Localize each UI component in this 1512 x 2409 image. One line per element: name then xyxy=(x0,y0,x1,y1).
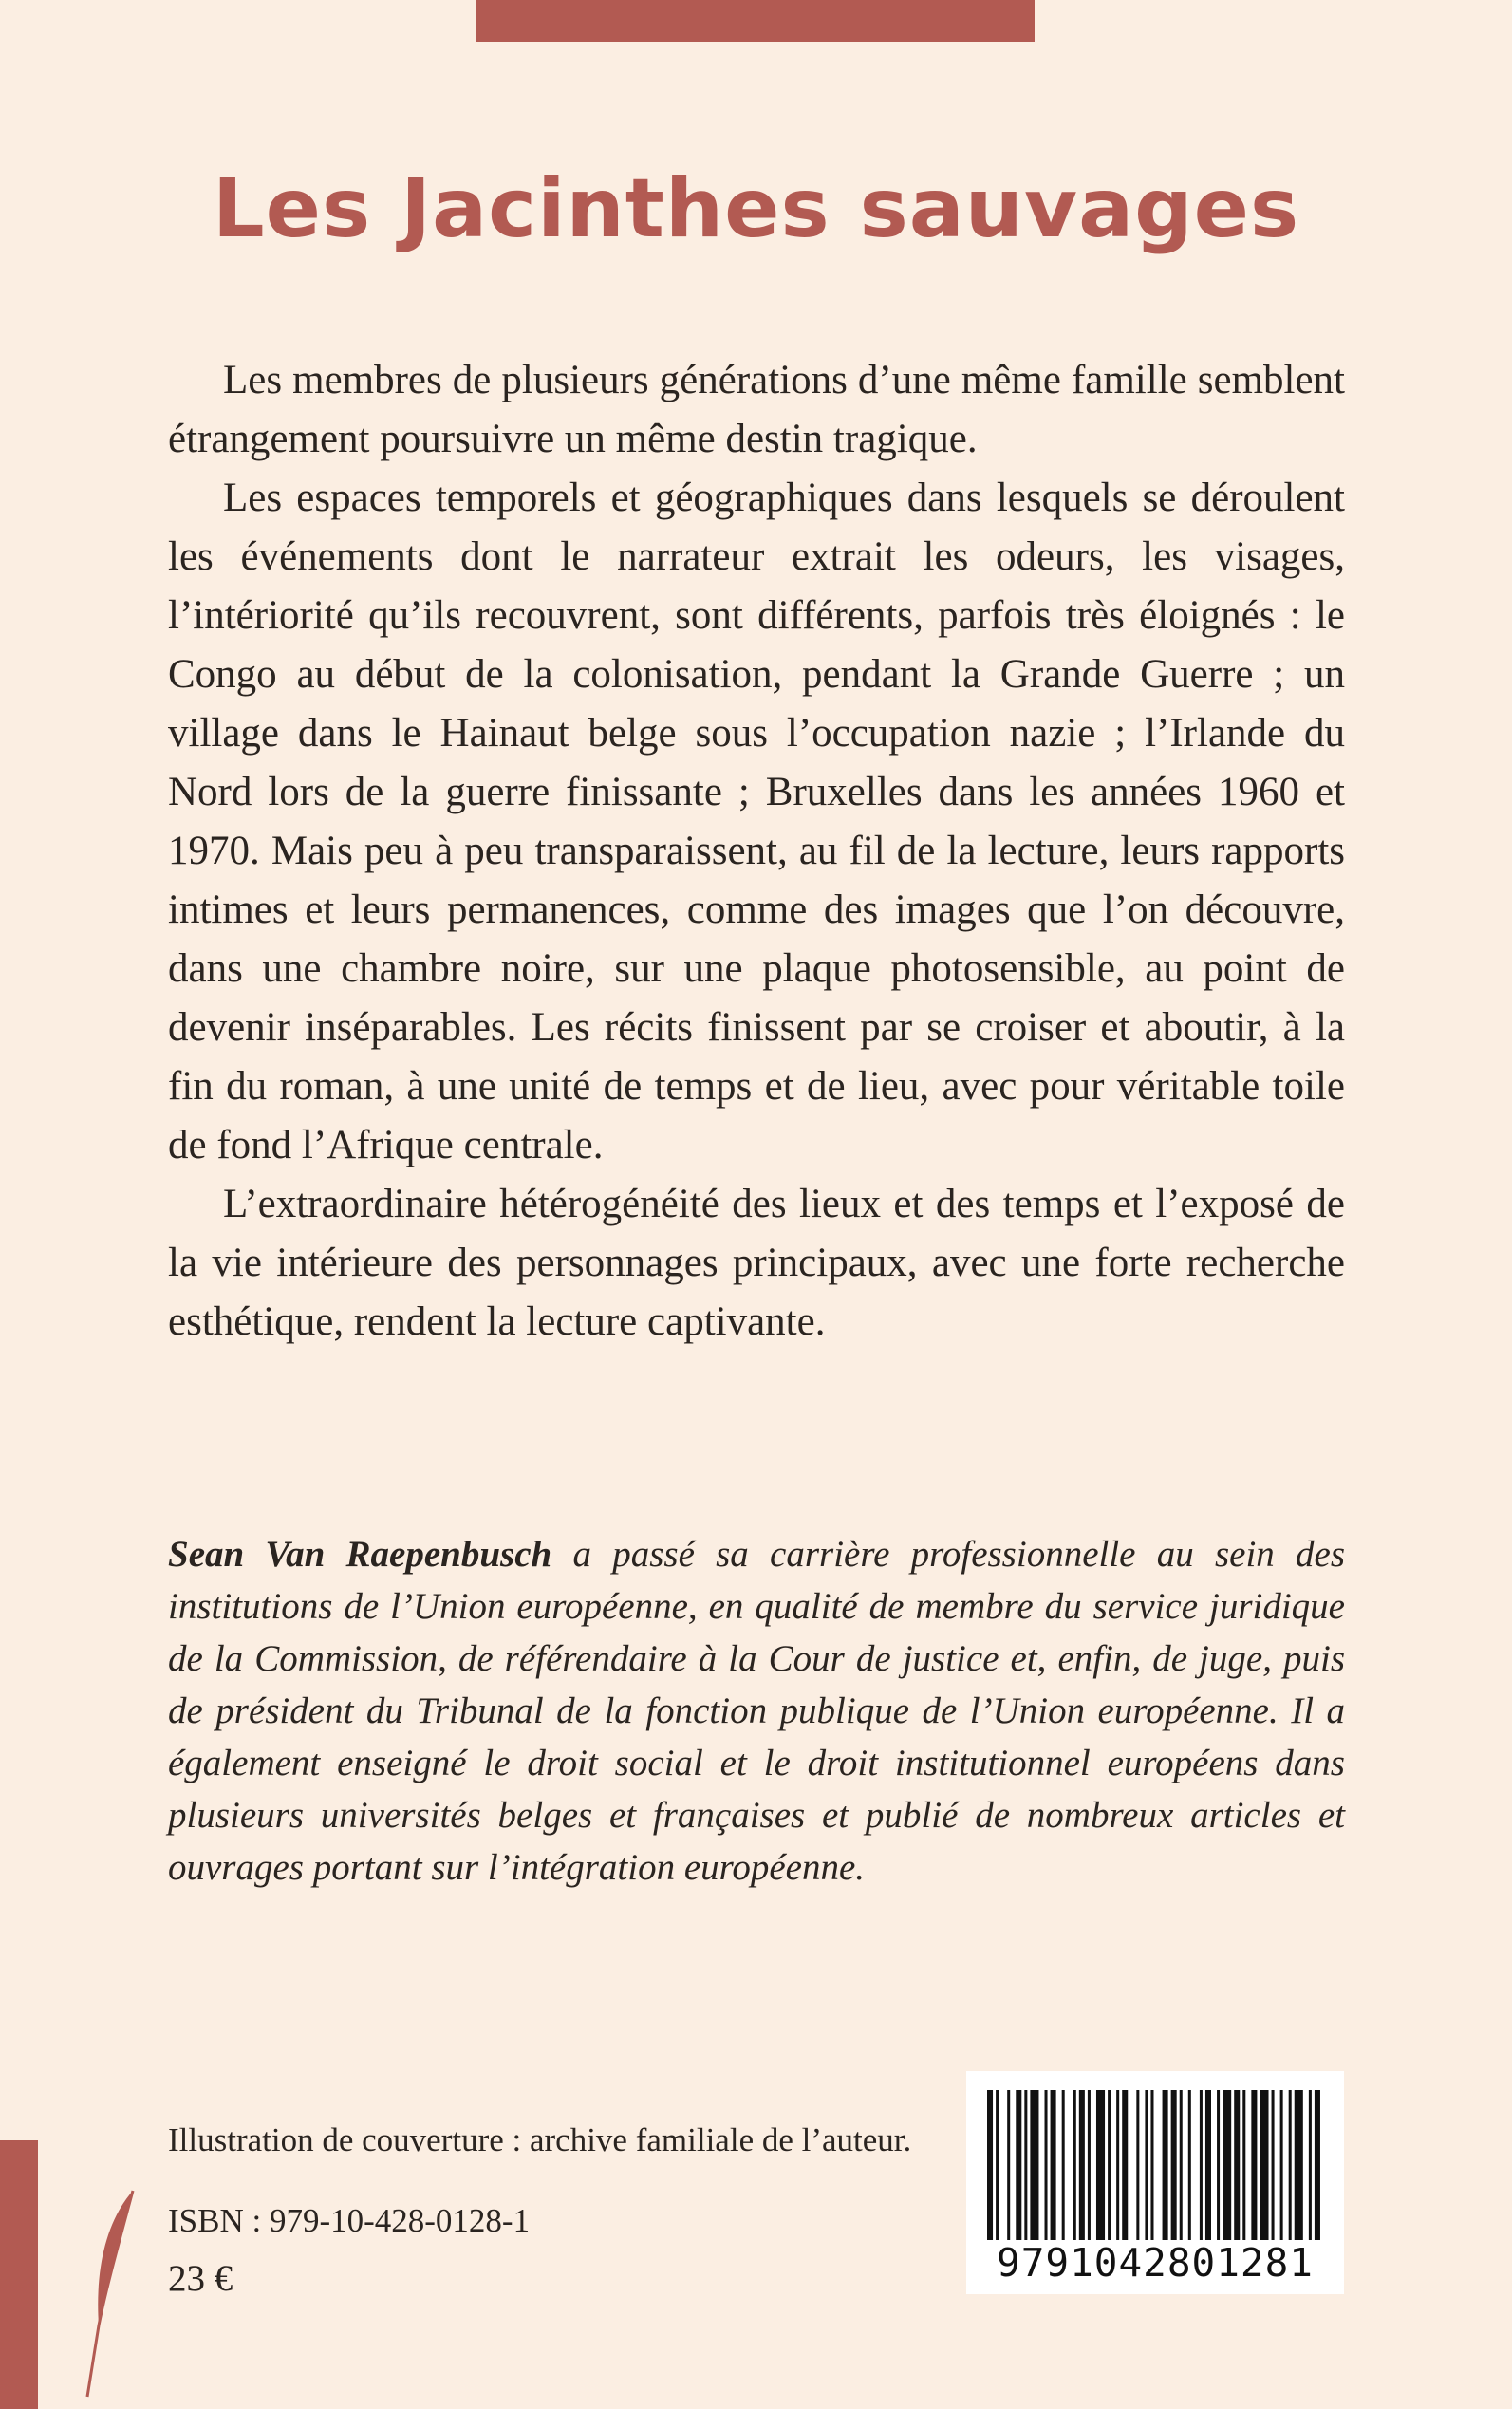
synopsis-paragraph: Les membres de plusieurs générations d’une même famille semblent étrangement poursuivre un même destin tragique. xyxy=(168,358,1345,461)
barcode-bar xyxy=(1315,2090,1320,2240)
barcode-bar xyxy=(1030,2090,1038,2240)
barcode-bar xyxy=(1234,2090,1240,2240)
barcode-bar xyxy=(1062,2090,1065,2240)
price: 23 € xyxy=(168,2258,233,2299)
barcode-bar xyxy=(1145,2090,1148,2240)
barcode-bar xyxy=(1309,2090,1312,2240)
side-accent-bar xyxy=(0,2140,38,2409)
barcode-bar xyxy=(1180,2090,1183,2240)
barcode-bar xyxy=(996,2090,999,2240)
barcode-bar xyxy=(1289,2090,1292,2240)
synopsis-paragraph: L’extraordinaire hétérogénéité des lieux et des temps et l’exposé de la vie intérieure des personnages principaux, avec une forte recherche esthétique, rendent la lecture captivante. xyxy=(168,1182,1345,1344)
author-bio xyxy=(168,1528,1345,1894)
synopsis-paragraph: Les espaces temporels et géographiques dans lesquels se déroulent les événements dont le narrateur extrait les odeurs, les visages, l’intériorité qu’ils recouvrent, sont différents, parfois très éloignés : le Congo au début de la colonisation, pendant la Grande Guerre ; un village dans le Hainaut belge sous l’occupation nazie ; l’Irlande du Nord lors de la guerre finissante ; Bruxelles dans les années 1960 et 1970. Mais peu à peu transparaissent, au fil de la lecture, leurs rapports intimes et leurs permanences, comme des images que l’on découvre, dans une chambre noire, sur une plaque photosensible, au point de devenir inséparables. Les récits finissent par se croiser et aboutir, à la fin du roman, à une unité de temps et de lieu, avec pour véritable toile de fond l’Afrique centrale. xyxy=(168,476,1345,1167)
feather-icon xyxy=(78,2183,144,2401)
isbn: ISBN : 979-10-428-0128-1 xyxy=(168,2202,531,2239)
synopsis xyxy=(168,351,1345,1352)
top-accent-bar xyxy=(476,0,1035,42)
barcode-bar xyxy=(1223,2090,1231,2240)
barcode-digits: 9791042801281 xyxy=(997,2240,1314,2286)
barcode xyxy=(966,2071,1344,2294)
barcode-bar xyxy=(1045,2090,1048,2240)
barcode-bar xyxy=(1096,2090,1105,2240)
barcode-bar xyxy=(1163,2090,1168,2240)
barcode-bar xyxy=(1116,2090,1119,2240)
barcode-bar xyxy=(1242,2090,1245,2240)
barcode-bar xyxy=(1150,2090,1153,2240)
barcode-bar xyxy=(1073,2090,1076,2240)
barcode-bar xyxy=(1200,2090,1203,2240)
barcode-bar xyxy=(1122,2090,1128,2240)
barcode-bar xyxy=(1260,2090,1268,2240)
barcode-bar xyxy=(1280,2090,1283,2240)
barcode-bar xyxy=(1188,2090,1191,2240)
cover-credit: Illustration de couverture : archive familiale de l’auteur. xyxy=(168,2121,912,2158)
barcode-bar xyxy=(1205,2090,1211,2240)
barcode-bars xyxy=(987,2090,1323,2240)
barcode-bar xyxy=(1088,2090,1091,2240)
barcode-bar xyxy=(1051,2090,1056,2240)
barcode-bar xyxy=(1217,2090,1220,2240)
barcode-bar xyxy=(987,2090,993,2240)
book-title: Les Jacinthes sauvages xyxy=(212,161,1300,256)
barcode-bar xyxy=(1016,2090,1021,2240)
barcode-bar xyxy=(1136,2090,1139,2240)
barcode-bar xyxy=(1079,2090,1085,2240)
barcode-bar xyxy=(1024,2090,1027,2240)
barcode-bar xyxy=(1295,2090,1303,2240)
barcode-bar xyxy=(1007,2090,1010,2240)
author-bio-text: a passé sa carrière professionnelle au sein des institutions de l’Union européenne, en qualité de membre du service juridique de la Commission, de référendaire à la Cour de justice et, enfin, de juge, puis de président du Tribunal de la fonction publique de l’Union européenne. Il a également enseigné le droit social et le droit institutionnel européens dans plusieurs universités belges et françaises et publié de nombreux articles et ouvrages portant sur l’intégration européenne. xyxy=(168,1534,1346,1888)
barcode-bar xyxy=(1272,2090,1275,2240)
barcode-bar xyxy=(1251,2090,1257,2240)
author-name: Sean Van Raepenbusch xyxy=(168,1534,552,1575)
barcode-bar xyxy=(1171,2090,1177,2240)
barcode-bar xyxy=(1108,2090,1111,2240)
